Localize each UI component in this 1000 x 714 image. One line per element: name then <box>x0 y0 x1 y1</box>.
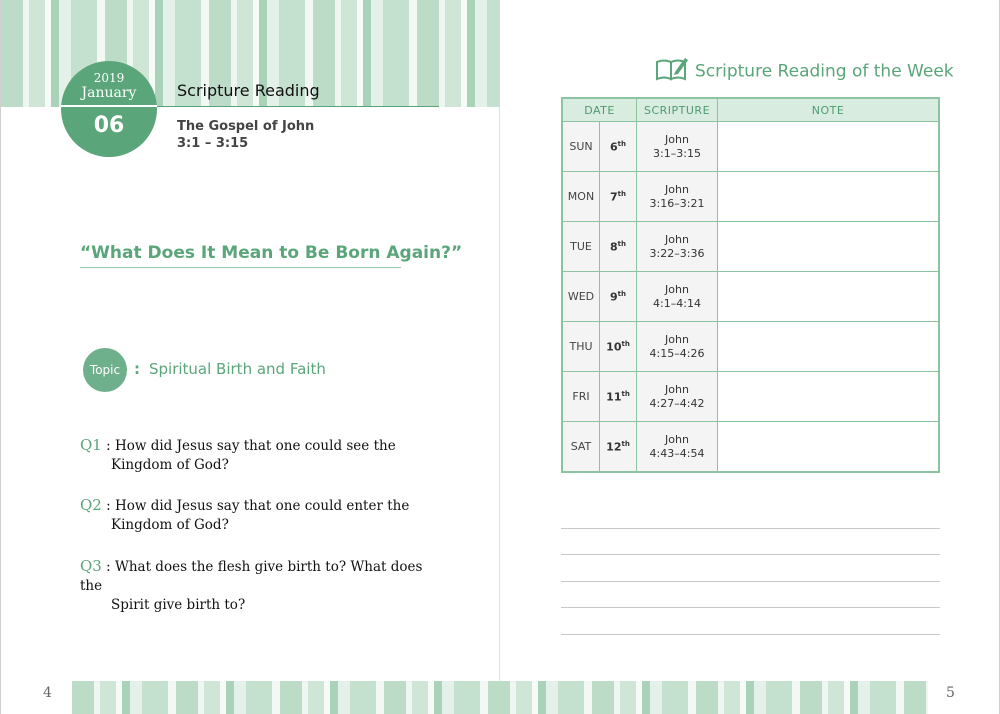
scripture-cell <box>637 172 718 222</box>
topic-badge: Topic <box>83 348 127 392</box>
table-row <box>562 172 939 222</box>
date-cell <box>600 172 637 222</box>
date-suffix: th <box>621 439 630 448</box>
note-line[interactable] <box>561 607 940 608</box>
week-title: Scripture Reading of the Week <box>695 61 954 82</box>
day-cell: SUN <box>562 122 600 172</box>
question-2 <box>80 496 425 535</box>
question-number: Q1 <box>80 436 102 454</box>
date-suffix: th <box>617 139 626 148</box>
header-date: DATE <box>562 98 637 122</box>
date-suffix: th <box>621 339 630 348</box>
scripture-book: John <box>665 232 689 246</box>
header-note: NOTE <box>718 98 940 122</box>
date-cell <box>600 122 637 172</box>
note-cell[interactable] <box>718 422 940 473</box>
date-suffix: th <box>617 189 626 198</box>
question-number: Q2 <box>80 496 102 514</box>
question-1 <box>80 436 425 475</box>
scripture-cell <box>637 422 718 473</box>
note-cell[interactable] <box>718 172 940 222</box>
topic-text: Spiritual Birth and Faith <box>149 360 326 378</box>
day-cell: SAT <box>562 422 600 473</box>
note-line[interactable] <box>561 581 940 582</box>
weekly-reading-table <box>561 97 940 473</box>
reading-book: The Gospel of John <box>177 119 315 134</box>
topic-colon: : <box>134 360 140 378</box>
table-row <box>562 422 939 473</box>
date-day: 06 <box>93 113 125 138</box>
date-number: 12 <box>606 440 622 454</box>
question-number: Q3 <box>80 557 102 575</box>
date-number: 10 <box>606 340 622 354</box>
table-row <box>562 372 939 422</box>
scripture-cell <box>637 272 718 322</box>
note-cell[interactable] <box>718 222 940 272</box>
table-row <box>562 322 939 372</box>
scripture-verses: 3:16–3:21 <box>649 196 705 210</box>
question-text: : What does the flesh give birth to? What does the <box>80 559 423 594</box>
day-cell: MON <box>562 172 600 222</box>
scripture-cell <box>637 222 718 272</box>
note-cell[interactable] <box>718 272 940 322</box>
day-cell: TUE <box>562 222 600 272</box>
date-suffix: th <box>621 389 630 398</box>
scripture-verses: 4:27–4:42 <box>649 396 705 410</box>
header-scripture: SCRIPTURE <box>637 98 718 122</box>
page-number-right: 5 <box>946 685 955 701</box>
question-text: : How did Jesus say that one could enter the <box>101 498 410 514</box>
note-cell[interactable] <box>718 372 940 422</box>
question-text-cont: Kingdom of God? <box>111 457 229 473</box>
reading-verses: 3:1 – 3:15 <box>177 136 249 151</box>
question-text-cont: Spirit give birth to? <box>111 597 246 613</box>
table-row <box>562 272 939 322</box>
lesson-title: “What Does It Mean to Be Born Again?” <box>80 243 463 263</box>
note-line[interactable] <box>561 528 940 529</box>
decorative-stripes-bottom <box>72 681 928 714</box>
date-cell <box>600 222 637 272</box>
scripture-verses: 4:1–4:14 <box>653 296 701 310</box>
date-number: 11 <box>606 390 622 404</box>
reading-underline <box>157 106 439 107</box>
date-cell <box>600 422 637 473</box>
note-line[interactable] <box>561 634 940 635</box>
date-cell <box>600 372 637 422</box>
date-number: 7 <box>610 190 618 204</box>
scripture-verses: 4:43–4:54 <box>649 446 705 460</box>
scripture-reading-label: Scripture Reading <box>177 81 320 100</box>
table-row <box>562 122 939 172</box>
scripture-reference <box>177 118 314 152</box>
scripture-book: John <box>665 182 689 196</box>
date-number: 9 <box>610 290 618 304</box>
table-header-row <box>562 98 939 122</box>
scripture-cell <box>637 372 718 422</box>
question-text-cont: Kingdom of God? <box>111 517 229 533</box>
date-suffix: th <box>617 289 626 298</box>
scripture-book: John <box>665 332 689 346</box>
scripture-book: John <box>665 132 689 146</box>
scripture-verses: 3:1–3:15 <box>653 146 701 160</box>
scripture-cell <box>637 322 718 372</box>
day-cell: FRI <box>562 372 600 422</box>
date-cell <box>600 322 637 372</box>
note-cell[interactable] <box>718 122 940 172</box>
date-cell <box>600 272 637 322</box>
scripture-cell <box>637 122 718 172</box>
title-underline <box>80 267 401 268</box>
scripture-verses: 3:22–3:36 <box>649 246 705 260</box>
scripture-verses: 4:15–4:26 <box>649 346 705 360</box>
question-3 <box>80 557 425 615</box>
date-badge <box>61 61 157 157</box>
week-reading-heading <box>655 56 954 87</box>
date-number: 8 <box>610 240 618 254</box>
date-month: January <box>81 85 137 101</box>
scripture-book: John <box>665 282 689 296</box>
day-cell: THU <box>562 322 600 372</box>
date-number: 6 <box>610 140 618 154</box>
note-cell[interactable] <box>718 322 940 372</box>
page-number-left: 4 <box>43 685 52 701</box>
scripture-book: John <box>665 432 689 446</box>
table-row <box>562 222 939 272</box>
date-divider <box>61 105 157 107</box>
open-book-pencil-icon <box>655 56 689 87</box>
note-line[interactable] <box>561 554 940 555</box>
scripture-book: John <box>665 382 689 396</box>
date-year: 2019 <box>93 71 125 85</box>
date-suffix: th <box>617 239 626 248</box>
day-cell: WED <box>562 272 600 322</box>
question-text: : How did Jesus say that one could see the <box>101 438 396 454</box>
